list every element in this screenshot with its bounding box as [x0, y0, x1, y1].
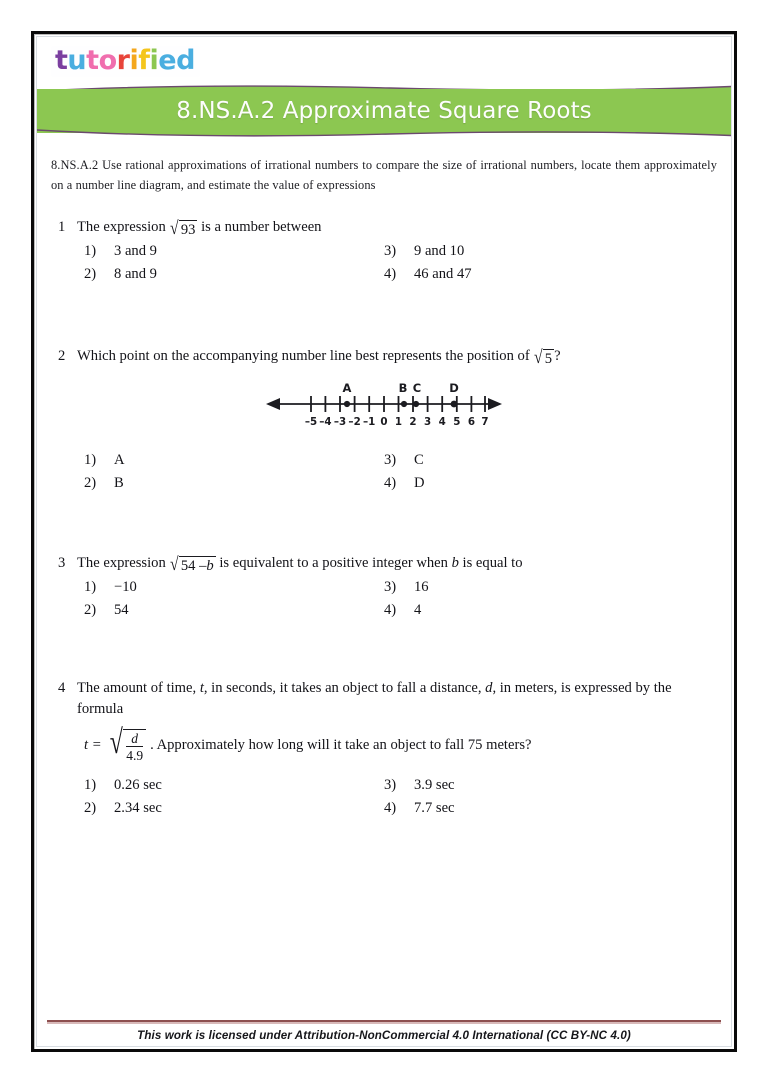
question-1: [51, 217, 717, 286]
logo-letter-1: u: [67, 45, 87, 76]
question-4-options: [84, 775, 717, 820]
option-1-2[interactable]: [84, 264, 384, 286]
spacer: [51, 286, 717, 346]
question-2-prompt-before: Which point on the accompanying number line best represents the position of: [77, 348, 530, 365]
question-3-radical: [169, 556, 215, 575]
question-4-prompt-b: , in seconds, it takes an object to fall a distance,: [203, 680, 482, 697]
svg-text:–1: –1: [363, 416, 376, 429]
radical-surd-icon: √: [170, 554, 179, 576]
option-text: 9 and 10: [414, 243, 465, 260]
option-text: 7.7 sec: [414, 800, 455, 817]
logo-letter-2: t: [86, 45, 99, 76]
logo-letter-7: i: [149, 45, 159, 76]
point-d-dot: [451, 401, 458, 408]
question-4-prompt: [51, 678, 717, 720]
option-label: 2): [84, 266, 97, 283]
question-3-radicand: [179, 556, 216, 575]
logo-letter-5: i: [129, 45, 139, 76]
question-2-number: 2: [58, 348, 66, 365]
option-label: 1): [84, 579, 97, 596]
option-2-3[interactable]: [384, 450, 717, 472]
number-line-diagram: [51, 382, 717, 430]
radicand-number: 54 –: [180, 558, 207, 575]
number-line-svg: [264, 382, 504, 430]
question-1-text: [77, 217, 717, 239]
question-4-number: 4: [58, 680, 66, 697]
question-3-options: [84, 577, 717, 622]
point-c-label: C: [412, 382, 422, 396]
option-label: 1): [84, 243, 97, 260]
option-text: C: [414, 452, 424, 469]
questions-list: [51, 195, 717, 820]
question-3-prompt-before: The expression: [77, 555, 166, 572]
option-text: B: [114, 475, 124, 492]
formula-fraction: [123, 729, 146, 765]
question-4: [51, 678, 717, 820]
question-3: [51, 553, 717, 622]
logo-letter-9: d: [176, 45, 195, 76]
question-4-variable-d: d: [485, 680, 493, 697]
radicand-variable: b: [206, 558, 214, 575]
point-a-dot: [344, 401, 350, 407]
radical-surd-icon: √: [170, 218, 179, 240]
option-4-3[interactable]: [384, 775, 717, 797]
svg-text:–4: –4: [319, 416, 332, 429]
page-title: 8.NS.A.2 Approximate Square Roots: [176, 98, 592, 124]
svg-text:3: 3: [424, 416, 432, 429]
option-4-2[interactable]: [84, 798, 384, 820]
svg-text:5: 5: [453, 416, 461, 429]
logo-letter-6: f: [138, 45, 150, 76]
question-4-variable-t: t: [199, 680, 204, 697]
standard-description: 8.NS.A.2 Use rational approximations of irrational numbers to compare the size of irrational numbers, locate them approximately on a number line diagram, and estimate the value of expressions: [51, 158, 717, 193]
fraction-denominator: 4.9: [126, 748, 144, 764]
question-1-radical: [169, 220, 197, 239]
option-label: 1): [84, 777, 97, 794]
fraction-bar: [126, 746, 143, 747]
question-2-prompt-after: ?: [554, 348, 561, 365]
question-4-prompt-a: The amount of time,: [77, 680, 197, 697]
option-3-4[interactable]: [384, 600, 717, 622]
option-label: 3): [384, 452, 397, 469]
question-3-prompt-mid: is equivalent to a positive integer when: [219, 555, 448, 572]
question-2-radical: [533, 349, 554, 368]
question-2-options: [84, 450, 717, 495]
formula-radical: [107, 723, 147, 765]
option-label: 2): [84, 800, 97, 817]
svg-text:0: 0: [380, 416, 388, 429]
question-4-prompt-c: , in meters, is expressed by the formula: [77, 680, 672, 718]
point-b-label: B: [398, 382, 408, 396]
worksheet-page: [31, 31, 737, 1052]
point-b-dot: [401, 401, 407, 407]
svg-text:–2: –2: [348, 416, 361, 429]
question-4-text: [77, 678, 717, 720]
radical-surd-icon: √: [534, 347, 543, 369]
option-text: −10: [114, 579, 137, 596]
banner: [37, 89, 731, 133]
spacer: [51, 622, 717, 678]
option-1-1[interactable]: [84, 241, 384, 263]
question-2-text: [77, 346, 717, 368]
option-text: 46 and 47: [414, 266, 472, 283]
footer-divider: [47, 1020, 721, 1024]
logo-letter-0: t: [55, 45, 68, 76]
option-label: 2): [84, 602, 97, 619]
option-label: 1): [84, 452, 97, 469]
option-3-1[interactable]: [84, 577, 384, 599]
question-3-prompt-end: is equal to: [462, 555, 523, 572]
option-2-4[interactable]: [384, 473, 717, 495]
question-2: [51, 346, 717, 495]
logo-band: [37, 37, 731, 86]
option-4-4[interactable]: [384, 798, 717, 820]
option-label: 3): [384, 243, 397, 260]
point-c-dot: [413, 401, 419, 407]
banner-wave-bottom-decoration: [37, 129, 731, 139]
option-text: 54: [114, 602, 129, 619]
question-2-prompt: [51, 346, 717, 368]
question-1-prompt: [51, 217, 717, 239]
question-3-prompt: [51, 553, 717, 575]
option-label: 3): [384, 777, 397, 794]
logo-letter-4: r: [116, 45, 130, 76]
svg-text:6: 6: [467, 416, 475, 429]
option-text: 2.34 sec: [114, 800, 162, 817]
option-3-2[interactable]: [84, 600, 384, 622]
spacer: [51, 495, 717, 553]
footer: [39, 1020, 729, 1042]
option-text: 0.26 sec: [114, 777, 162, 794]
page-content: [36, 36, 732, 1047]
question-1-number: 1: [58, 219, 66, 236]
logo-letter-3: o: [98, 45, 117, 76]
question-3-number: 3: [58, 555, 66, 572]
option-label: 4): [384, 475, 397, 492]
question-1-options: [84, 241, 717, 286]
option-label: 2): [84, 475, 97, 492]
svg-text:4: 4: [438, 416, 446, 429]
option-text: 8 and 9: [114, 266, 157, 283]
option-text: D: [414, 475, 425, 492]
question-4-formula-line: [84, 723, 717, 765]
question-1-radicand: 93: [180, 222, 196, 239]
option-label: 4): [384, 602, 397, 619]
option-label: 4): [384, 800, 397, 817]
option-label: 3): [384, 579, 397, 596]
question-1-prompt-before: The expression: [77, 219, 166, 236]
option-text: 16: [414, 579, 429, 596]
question-1-prompt-after: is a number between: [201, 219, 322, 236]
logo-letter-8: e: [158, 45, 177, 76]
option-text: 3.9 sec: [414, 777, 455, 794]
point-d-label: D: [449, 382, 459, 396]
tutorified-logo: [51, 46, 200, 77]
radical-surd-icon: √: [109, 723, 123, 761]
option-label: 4): [384, 266, 397, 283]
option-1-4[interactable]: [384, 264, 717, 286]
question-2-radicand: 5: [544, 351, 553, 368]
option-2-1[interactable]: [84, 450, 384, 472]
svg-text:1: 1: [394, 416, 403, 429]
question-3-variable: b: [451, 555, 459, 572]
option-4-1[interactable]: [84, 775, 384, 797]
option-text: A: [114, 452, 125, 469]
svg-text:–5: –5: [304, 416, 318, 429]
option-text: 3 and 9: [114, 243, 157, 260]
svg-text:–3: –3: [333, 416, 347, 429]
option-1-3[interactable]: [384, 241, 717, 263]
question-4-prompt-line2: . Approximately how long will it take an object to fall 75 meters?: [150, 737, 532, 754]
svg-text:7: 7: [481, 416, 489, 429]
point-a-label: A: [342, 382, 352, 396]
fraction-numerator: d: [131, 730, 139, 746]
title-banner-wrapper: [37, 85, 731, 141]
license-text: This work is licensed under Attribution-NonCommercial 4.0 International (CC BY-NC 4.0): [137, 1029, 631, 1042]
option-2-2[interactable]: [84, 473, 384, 495]
svg-text:2: 2: [409, 416, 417, 429]
option-3-3[interactable]: [384, 577, 717, 599]
formula-lhs: t =: [84, 737, 102, 754]
question-3-text: [77, 553, 717, 575]
option-text: 4: [414, 602, 422, 619]
